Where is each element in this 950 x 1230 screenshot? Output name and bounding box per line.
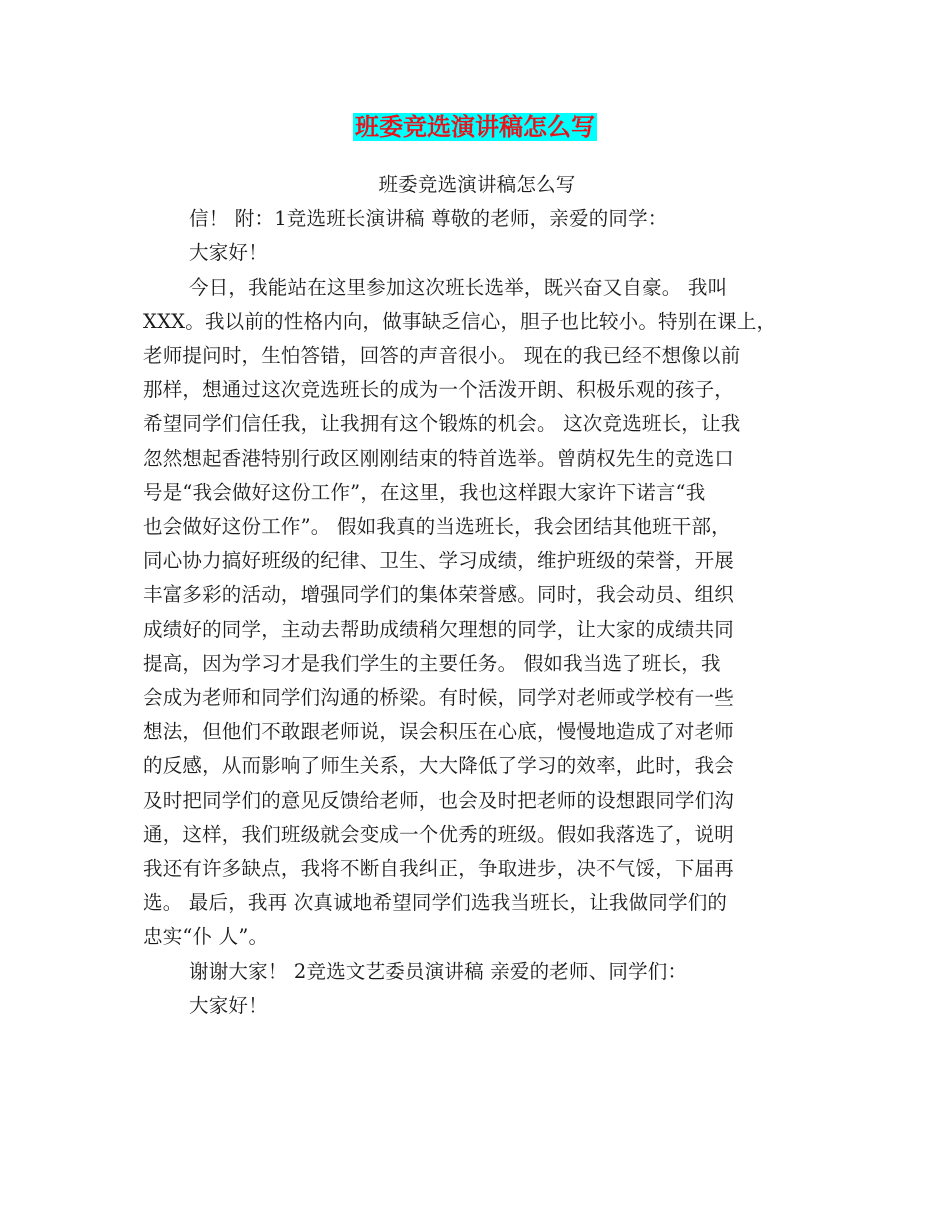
document-title-text: 班委竞选演讲稿怎么写 [355, 113, 595, 141]
body-line: 忽然想起香港特别行政区刚刚结束的特首选举。曾荫权先生的竞选口 [143, 446, 735, 470]
body-line: 选。 最后，我再 次真诚地希望同学们选我当班长，让我做同学们的 [143, 891, 728, 915]
body-line: 谢谢大家！ 2竞选文艺委员演讲稿 亲爱的老师、同学们： [189, 959, 688, 983]
body-line: 同心协力搞好班级的纪律、卫生、学习成绩，维护班级的荣誉，开展 [143, 549, 735, 573]
body-line: 今日，我能站在这里参加这次班长选举，既兴奋又自豪。 我叫 [189, 275, 728, 299]
body-line: 希望同学们信任我，让我拥有这个锻炼的机会。 这次竞选班长，让我 [143, 412, 741, 436]
document-body [143, 168, 811, 1023]
body-line: 大家好！ [189, 993, 268, 1017]
body-line: 想法，但他们不敢跟老师说，误会积压在心底，慢慢地造成了对老师 [143, 720, 735, 744]
body-line: 我还有许多缺点，我将不断自我纠正，争取进步，决不气馁，下届再 [143, 857, 735, 881]
body-line: 通，这样，我们班级就会变成一个优秀的班级。假如我落选了，说明 [143, 822, 735, 846]
body-line: 班委竞选演讲稿怎么写 [378, 173, 576, 196]
body-line: XXX。我以前的性格内向，做事缺乏信心，胆子也比较小。特别在课上， [143, 309, 777, 333]
body-line: 忠实“仆 人”。 [143, 925, 269, 949]
body-line: 老师提问时，生怕答错，回答的声音很小。 现在的我已经不想像以前 [143, 344, 741, 368]
body-line: 会成为老师和同学们沟通的桥梁。有时候，同学对老师或学校有一些 [143, 686, 735, 710]
body-line: 提高，因为学习才是我们学生的主要任务。 假如我当选了班长，我 [143, 651, 721, 675]
body-line: 大家好！ [189, 241, 268, 265]
document-title [0, 110, 950, 144]
body-line: 及时把同学们的意见反馈给老师，也会及时把老师的设想跟同学们沟 [143, 788, 735, 812]
body-line: 的反感，从而影响了师生关系，大大降低了学习的效率，此时，我会 [143, 754, 735, 778]
body-line: 信！ 附：1竞选班长演讲稿 尊敬的老师，亲爱的同学： [189, 207, 668, 231]
body-line: 那样，想通过这次竞选班长的成为一个活泼开朗、积极乐观的孩子， [143, 378, 735, 402]
body-line: 丰富多彩的活动，增强同学们的集体荣誉感。同时，我会动员、组织 [143, 583, 735, 607]
body-line: 也会做好这份工作”。 假如我真的当选班长，我会团结其他班干部， [143, 515, 731, 539]
body-line: 成绩好的同学，主动去帮助成绩稍欠理想的同学，让大家的成绩共同 [143, 617, 735, 641]
body-line: 号是“我会做好这份工作”，在这里，我也这样跟大家许下诺言“我 [143, 480, 706, 504]
